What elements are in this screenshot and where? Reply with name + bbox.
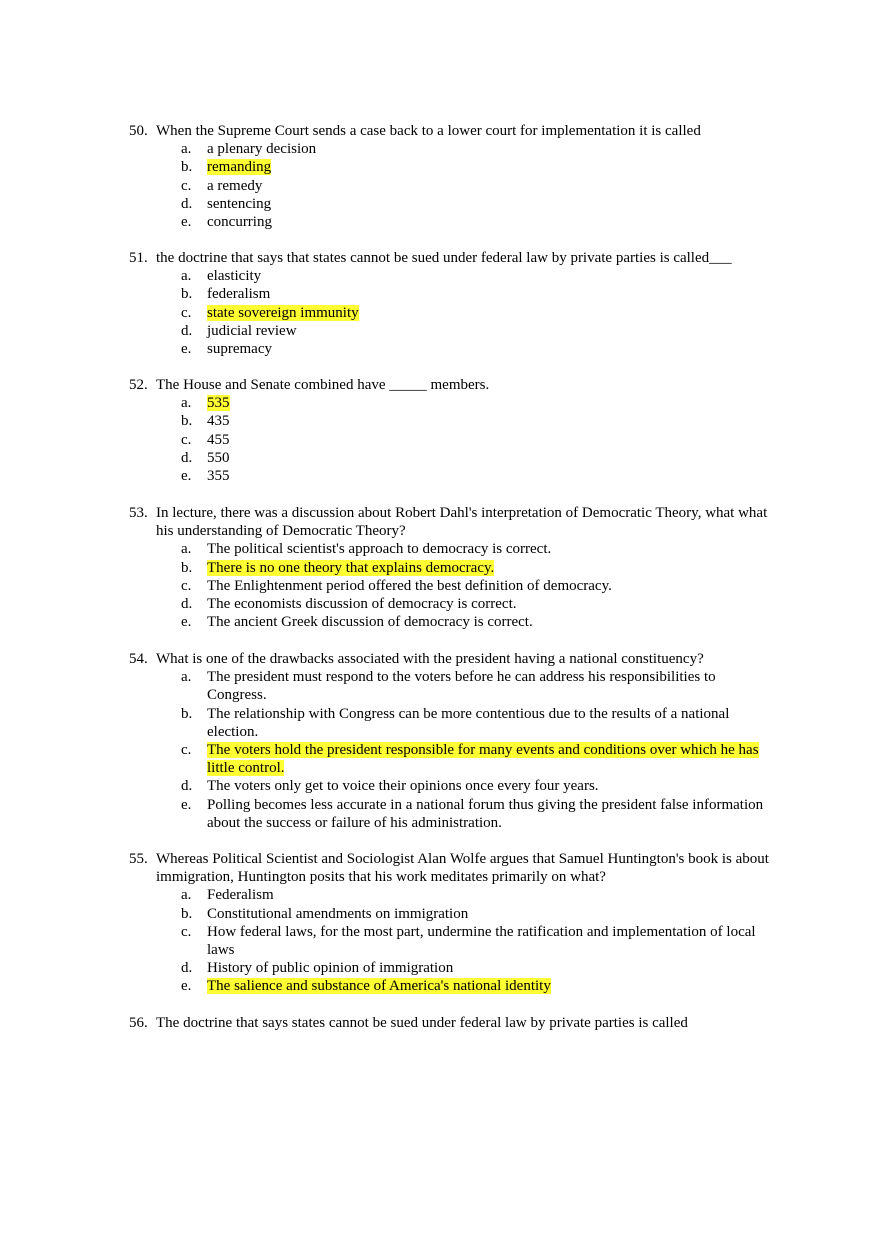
- option-text: sentencing: [207, 195, 272, 212]
- question-56: [129, 1014, 779, 1032]
- option-text: federalism: [207, 286, 271, 303]
- option-text: Constitutional amendments on immigration: [207, 905, 469, 922]
- question-52: [129, 376, 779, 485]
- highlighted-answer: The salience and substance of America's national identity: [207, 978, 551, 995]
- question-number: 55.: [129, 851, 148, 867]
- question-text: the doctrine that says that states cannot be sued under federal law by private parties is called___: [156, 250, 732, 266]
- highlighted-answer: state sovereign immunity: [207, 304, 359, 321]
- question-text: In lecture, there was a discussion about Robert Dahl's interpretation of Democratic Theory, what what his understanding of Democratic Theory?: [156, 505, 768, 540]
- option-b: b. remanding: [181, 159, 272, 176]
- option-d: d. sentencing: [181, 195, 272, 212]
- option-e: e. The salience and substance of America's national identity: [181, 978, 551, 995]
- question-number: 53.: [129, 505, 148, 521]
- option-e: e. Polling becomes less accurate in a national forum thus giving the president false information about the success or failure of his administration.: [181, 796, 764, 831]
- option-text: The relationship with Congress can be more contentious due to the results of a national election.: [207, 705, 730, 740]
- option-text: The ancient Greek discussion of democracy is correct.: [207, 614, 533, 631]
- question-text: Whereas Political Scientist and Sociologist Alan Wolfe argues that Samuel Huntington's book is about immigration, Huntington posits that his work meditates primarily on what?: [156, 851, 769, 886]
- highlighted-answer: 535: [207, 395, 230, 412]
- question-number: 56.: [129, 1015, 148, 1031]
- question-55: [129, 850, 779, 996]
- option-text: 455: [207, 431, 230, 448]
- option-c: c. The voters hold the president responsible for many events and conditions over which he has little control.: [181, 742, 759, 777]
- question-text: When the Supreme Court sends a case back to a lower court for implementation it is called: [156, 123, 701, 139]
- option-text: Federalism: [207, 887, 274, 904]
- option-d: d. 550: [181, 449, 230, 466]
- highlighted-answer: remanding: [207, 159, 272, 176]
- question-54: [129, 650, 779, 832]
- option-d: d. judicial review: [181, 322, 297, 339]
- option-d: d. The economists discussion of democracy is correct.: [181, 596, 517, 613]
- option-list: [129, 540, 779, 631]
- option-text: 435: [207, 413, 230, 430]
- option-text: 355: [207, 468, 230, 485]
- question-text: What is one of the drawbacks associated with the president having a national constituency?: [156, 651, 704, 667]
- option-a: a. The president must respond to the voters before he can address his responsibilities to Congress.: [181, 669, 716, 704]
- option-c: c. How federal laws, for the most part, undermine the ratification and implementation of local laws: [181, 923, 756, 959]
- option-text: supremacy: [207, 341, 272, 358]
- option-c: c. 455: [181, 431, 230, 448]
- question-number: 54.: [129, 651, 148, 667]
- question-number: 51.: [129, 250, 148, 266]
- option-b: b. federalism: [181, 286, 271, 303]
- option-d: d. History of public opinion of immigration: [181, 960, 454, 977]
- option-e: e. supremacy: [181, 341, 272, 358]
- question-number: 52.: [129, 377, 148, 393]
- option-text: History of public opinion of immigration: [207, 960, 454, 977]
- option-text: The political scientist's approach to democracy is correct.: [207, 541, 552, 558]
- option-list: [129, 886, 779, 995]
- option-e: e. concurring: [181, 214, 272, 231]
- option-d: d. The voters only get to voice their opinions once every four years.: [181, 778, 599, 795]
- option-list: [129, 140, 779, 231]
- option-text: 550: [207, 449, 230, 466]
- option-c: c. state sovereign immunity: [181, 304, 359, 321]
- option-c: c. The Enlightenment period offered the best definition of democracy.: [181, 577, 612, 594]
- option-text: The president must respond to the voters before he can address his responsibilities to Congress.: [207, 669, 716, 704]
- option-c: c. a remedy: [181, 177, 263, 194]
- option-list: [129, 267, 779, 358]
- option-text: a plenary decision: [207, 141, 317, 158]
- option-text: How federal laws, for the most part, undermine the ratification and implementation of local laws: [207, 923, 756, 959]
- option-text: The economists discussion of democracy is correct.: [207, 596, 517, 613]
- question-53: [129, 504, 779, 631]
- question-50: [129, 122, 779, 231]
- option-a: a. a plenary decision: [181, 141, 317, 158]
- option-list: [129, 668, 779, 832]
- option-text: judicial review: [207, 322, 297, 339]
- option-e: e. The ancient Greek discussion of democracy is correct.: [181, 614, 533, 631]
- question-number: 50.: [129, 123, 148, 139]
- highlighted-answer: There is no one theory that explains democracy.: [207, 559, 495, 576]
- question-text: The House and Senate combined have _____ members.: [156, 377, 490, 393]
- option-b: b. 435: [181, 413, 230, 430]
- option-b: b. There is no one theory that explains democracy.: [181, 559, 495, 576]
- option-list: [129, 394, 779, 485]
- question-51: [129, 249, 779, 358]
- option-text: concurring: [207, 214, 272, 231]
- option-text: The voters only get to voice their opinions once every four years.: [207, 778, 599, 795]
- option-a: a. 535: [181, 395, 230, 412]
- option-text: The Enlightenment period offered the best definition of democracy.: [207, 577, 612, 594]
- option-text: elasticity: [207, 268, 262, 285]
- option-text: Polling becomes less accurate in a national forum thus giving the president false information about the success or failure of his administration.: [207, 796, 764, 831]
- option-b: b. The relationship with Congress can be more contentious due to the results of a national election.: [181, 705, 730, 740]
- option-text: a remedy: [207, 177, 263, 194]
- option-b: b. Constitutional amendments on immigration: [181, 905, 469, 922]
- question-text: The doctrine that says states cannot be sued under federal law by private parties is called: [156, 1015, 688, 1031]
- option-a: a. The political scientist's approach to democracy is correct.: [181, 541, 552, 558]
- option-e: e. 355: [181, 468, 230, 485]
- option-a: a. Federalism: [181, 887, 274, 904]
- option-a: a. elasticity: [181, 268, 262, 285]
- highlighted-answer: The voters hold the president responsible for many events and conditions over which he has little control.: [207, 742, 759, 777]
